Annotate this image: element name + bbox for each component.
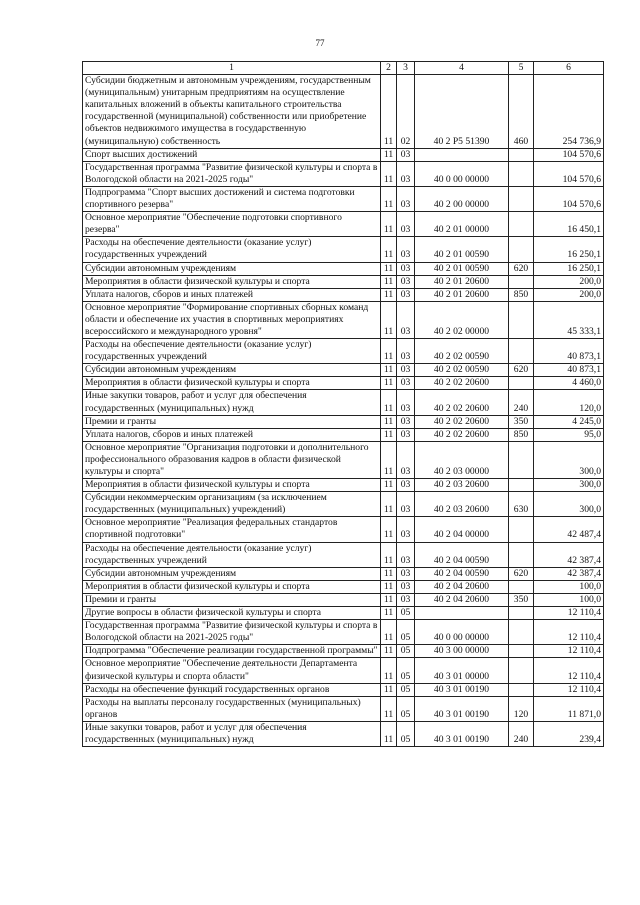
row-amount: 300,0	[534, 479, 604, 492]
row-amount: 104 570,6	[534, 148, 604, 161]
row-expense-type	[509, 212, 534, 237]
row-amount: 300,0	[534, 492, 604, 517]
row-subsection: 03	[397, 377, 415, 390]
row-subsection: 03	[397, 364, 415, 377]
row-subsection: 05	[397, 620, 415, 645]
row-target-code: 40 3 00 00000	[415, 645, 509, 658]
row-amount: 4 460,0	[534, 377, 604, 390]
row-expense-type	[509, 275, 534, 288]
row-amount: 104 570,6	[534, 161, 604, 186]
row-section: 11	[381, 580, 397, 593]
row-target-code: 40 2 04 00590	[415, 567, 509, 580]
row-subsection: 03	[397, 567, 415, 580]
row-expense-type	[509, 186, 534, 211]
row-section: 11	[381, 275, 397, 288]
row-target-code: 40 2 01 00590	[415, 262, 509, 275]
row-name: Мероприятия в области физической культуры и спорта	[83, 377, 381, 390]
row-name: Премии и гранты	[83, 593, 381, 606]
row-target-code: 40 2 02 00590	[415, 364, 509, 377]
row-section: 11	[381, 441, 397, 478]
row-expense-type: 350	[509, 593, 534, 606]
row-section: 11	[381, 696, 397, 721]
row-subsection: 03	[397, 275, 415, 288]
row-amount: 42 387,4	[534, 542, 604, 567]
table-row	[83, 696, 604, 721]
row-amount: 40 873,1	[534, 339, 604, 364]
row-expense-type	[509, 301, 534, 338]
row-name: Спорт высших достижений	[83, 148, 381, 161]
row-expense-type	[509, 148, 534, 161]
table-row	[83, 479, 604, 492]
row-expense-type: 630	[509, 492, 534, 517]
table-row	[83, 339, 604, 364]
header-col-1: 1	[83, 62, 381, 75]
row-target-code: 40 2 04 00590	[415, 542, 509, 567]
table-row	[83, 212, 604, 237]
row-amount: 12 110,4	[534, 620, 604, 645]
row-amount: 42 487,4	[534, 517, 604, 542]
page-number: 77	[315, 38, 325, 48]
row-target-code: 40 3 01 00000	[415, 658, 509, 683]
row-name: Премии и гранты	[83, 415, 381, 428]
row-target-code: 40 2 01 20600	[415, 288, 509, 301]
table-row	[83, 658, 604, 683]
row-amount: 11 871,0	[534, 696, 604, 721]
row-expense-type: 120	[509, 696, 534, 721]
table-row	[83, 428, 604, 441]
row-amount: 12 110,4	[534, 607, 604, 620]
row-target-code: 40 3 01 00190	[415, 683, 509, 696]
header-col-2: 2	[381, 62, 397, 75]
table-row	[83, 288, 604, 301]
row-subsection: 03	[397, 186, 415, 211]
row-target-code: 40 0 00 00000	[415, 161, 509, 186]
table-row	[83, 148, 604, 161]
row-name: Основное мероприятие "Обеспечение деятельности Департамента физической культуры и спорта области"	[83, 658, 381, 683]
row-target-code: 40 2 02 00590	[415, 339, 509, 364]
row-expense-type	[509, 542, 534, 567]
row-subsection: 03	[397, 262, 415, 275]
row-name: Расходы на выплаты персоналу государственных (муниципальных) органов	[83, 696, 381, 721]
row-name: Подпрограмма "Обеспечение реализации государственной программы"	[83, 645, 381, 658]
row-amount: 42 387,4	[534, 567, 604, 580]
row-subsection: 03	[397, 288, 415, 301]
row-section: 11	[381, 288, 397, 301]
row-target-code: 40 2 01 00590	[415, 237, 509, 262]
row-expense-type: 850	[509, 428, 534, 441]
row-name: Расходы на обеспечение функций государственных органов	[83, 683, 381, 696]
row-target-code	[415, 607, 509, 620]
row-expense-type	[509, 620, 534, 645]
row-amount: 12 110,4	[534, 645, 604, 658]
row-amount: 239,4	[534, 721, 604, 746]
row-subsection: 03	[397, 301, 415, 338]
row-amount: 254 736,9	[534, 75, 604, 149]
row-subsection: 02	[397, 75, 415, 149]
row-expense-type: 460	[509, 75, 534, 149]
row-name: Уплата налогов, сборов и иных платежей	[83, 288, 381, 301]
row-name: Мероприятия в области физической культуры и спорта	[83, 275, 381, 288]
header-col-5: 5	[509, 62, 534, 75]
row-name: Основное мероприятие "Формирование спортивных сборных команд области и обеспечение их участия в спортивных мероприятиях всероссийского и международного уровня"	[83, 301, 381, 338]
table-header-row	[83, 62, 604, 75]
row-subsection: 03	[397, 415, 415, 428]
row-name: Расходы на обеспечение деятельности (оказание услуг) государственных учреждений	[83, 339, 381, 364]
row-target-code: 40 0 00 00000	[415, 620, 509, 645]
row-expense-type: 620	[509, 567, 534, 580]
row-target-code: 40 2 02 20600	[415, 428, 509, 441]
row-expense-type: 850	[509, 288, 534, 301]
row-name: Уплата налогов, сборов и иных платежей	[83, 428, 381, 441]
row-amount: 100,0	[534, 593, 604, 606]
row-amount: 40 873,1	[534, 364, 604, 377]
row-section: 11	[381, 479, 397, 492]
row-amount: 200,0	[534, 288, 604, 301]
row-amount: 4 245,0	[534, 415, 604, 428]
row-target-code: 40 2 04 20600	[415, 580, 509, 593]
row-name: Субсидии бюджетным и автономным учреждениям, государственным (муниципальным) унитарным предприятиям на осуществление капитальных вложений в объекты капитального строительства государственной (муниципальной) собственности или приобретение объектов недвижимого имущества в государственную (муниципальную) собственность	[83, 75, 381, 149]
table-row	[83, 186, 604, 211]
row-name: Субсидии автономным учреждениям	[83, 567, 381, 580]
table-row	[83, 580, 604, 593]
row-name: Основное мероприятие "Организация подготовки и дополнительного профессионального образования кадров в области физической культуры и спорта"	[83, 441, 381, 478]
row-subsection: 05	[397, 607, 415, 620]
row-target-code: 40 2 00 00000	[415, 186, 509, 211]
table-row	[83, 441, 604, 478]
table-row	[83, 262, 604, 275]
row-amount: 100,0	[534, 580, 604, 593]
table-row	[83, 517, 604, 542]
row-amount: 300,0	[534, 441, 604, 478]
row-section: 11	[381, 593, 397, 606]
row-name: Расходы на обеспечение деятельности (оказание услуг) государственных учреждений	[83, 237, 381, 262]
row-subsection: 03	[397, 593, 415, 606]
table-row	[83, 683, 604, 696]
row-name: Иные закупки товаров, работ и услуг для обеспечения государственных (муниципальных) нужд	[83, 390, 381, 415]
row-name: Подпрограмма "Спорт высших достижений и система подготовки спортивного резерва"	[83, 186, 381, 211]
table-row	[83, 390, 604, 415]
row-expense-type: 620	[509, 262, 534, 275]
table-row	[83, 593, 604, 606]
row-section: 11	[381, 390, 397, 415]
table-row	[83, 415, 604, 428]
row-target-code: 40 2 04 00000	[415, 517, 509, 542]
row-expense-type	[509, 377, 534, 390]
row-expense-type: 350	[509, 415, 534, 428]
row-subsection: 03	[397, 390, 415, 415]
row-section: 11	[381, 301, 397, 338]
table-row	[83, 161, 604, 186]
row-expense-type	[509, 607, 534, 620]
row-section: 11	[381, 339, 397, 364]
row-amount: 200,0	[534, 275, 604, 288]
row-expense-type	[509, 683, 534, 696]
row-section: 11	[381, 645, 397, 658]
row-section: 11	[381, 517, 397, 542]
row-section: 11	[381, 75, 397, 149]
row-name: Государственная программа "Развитие физической культуры и спорта в Вологодской области на 2021-2025 годы"	[83, 161, 381, 186]
table-row	[83, 237, 604, 262]
row-subsection: 03	[397, 212, 415, 237]
row-subsection: 05	[397, 683, 415, 696]
row-name: Государственная программа "Развитие физической культуры и спорта в Вологодской области на 2021-2025 годы"	[83, 620, 381, 645]
row-amount: 12 110,4	[534, 658, 604, 683]
row-target-code: 40 2 02 20600	[415, 415, 509, 428]
row-section: 11	[381, 721, 397, 746]
row-subsection: 03	[397, 542, 415, 567]
row-amount: 16 450,1	[534, 212, 604, 237]
row-amount: 12 110,4	[534, 683, 604, 696]
row-subsection: 03	[397, 161, 415, 186]
row-subsection: 03	[397, 441, 415, 478]
row-expense-type: 240	[509, 390, 534, 415]
header-col-4: 4	[415, 62, 509, 75]
row-section: 11	[381, 262, 397, 275]
row-name: Основное мероприятие "Реализация федеральных стандартов спортивной подготовки"	[83, 517, 381, 542]
row-target-code: 40 2 03 20600	[415, 479, 509, 492]
row-expense-type: 240	[509, 721, 534, 746]
table-row	[83, 492, 604, 517]
row-subsection: 05	[397, 696, 415, 721]
row-subsection: 05	[397, 645, 415, 658]
table-row	[83, 542, 604, 567]
table-row	[83, 75, 604, 149]
row-section: 11	[381, 148, 397, 161]
row-subsection: 03	[397, 517, 415, 542]
row-amount: 95,0	[534, 428, 604, 441]
table-row	[83, 301, 604, 338]
row-name: Субсидии автономным учреждениям	[83, 262, 381, 275]
row-section: 11	[381, 212, 397, 237]
row-subsection: 05	[397, 658, 415, 683]
table-row	[83, 645, 604, 658]
row-subsection: 05	[397, 721, 415, 746]
row-subsection: 03	[397, 237, 415, 262]
row-section: 11	[381, 161, 397, 186]
row-section: 11	[381, 620, 397, 645]
row-name: Основное мероприятие "Обеспечение подготовки спортивного резерва"	[83, 212, 381, 237]
row-section: 11	[381, 542, 397, 567]
row-expense-type: 620	[509, 364, 534, 377]
row-section: 11	[381, 492, 397, 517]
row-target-code: 40 3 01 00190	[415, 721, 509, 746]
row-target-code: 40 2 01 00000	[415, 212, 509, 237]
header-col-3: 3	[397, 62, 415, 75]
row-expense-type	[509, 580, 534, 593]
row-amount: 120,0	[534, 390, 604, 415]
row-section: 11	[381, 607, 397, 620]
row-section: 11	[381, 237, 397, 262]
row-section: 11	[381, 567, 397, 580]
header-col-6: 6	[534, 62, 604, 75]
row-target-code: 40 2 03 00000	[415, 441, 509, 478]
row-expense-type	[509, 237, 534, 262]
row-subsection: 03	[397, 148, 415, 161]
row-section: 11	[381, 658, 397, 683]
row-section: 11	[381, 428, 397, 441]
row-target-code: 40 2 02 20600	[415, 390, 509, 415]
row-section: 11	[381, 683, 397, 696]
row-name: Расходы на обеспечение деятельности (оказание услуг) государственных учреждений	[83, 542, 381, 567]
row-amount: 45 333,1	[534, 301, 604, 338]
row-target-code: 40 2 01 20600	[415, 275, 509, 288]
table-row	[83, 275, 604, 288]
row-expense-type	[509, 517, 534, 542]
row-target-code: 40 2 03 20600	[415, 492, 509, 517]
row-section: 11	[381, 186, 397, 211]
row-section: 11	[381, 415, 397, 428]
row-expense-type	[509, 658, 534, 683]
row-target-code: 40 2 02 20600	[415, 377, 509, 390]
row-name: Мероприятия в области физической культуры и спорта	[83, 580, 381, 593]
row-name: Мероприятия в области физической культуры и спорта	[83, 479, 381, 492]
row-name: Субсидии некоммерческим организациям (за исключением государственных (муниципальных) учреждений)	[83, 492, 381, 517]
row-target-code	[415, 148, 509, 161]
row-target-code: 40 2 04 20600	[415, 593, 509, 606]
row-subsection: 03	[397, 479, 415, 492]
row-name: Другие вопросы в области физической культуры и спорта	[83, 607, 381, 620]
row-section: 11	[381, 364, 397, 377]
table-row	[83, 721, 604, 746]
row-expense-type	[509, 441, 534, 478]
table-row	[83, 607, 604, 620]
row-expense-type	[509, 161, 534, 186]
row-target-code: 40 2 02 00000	[415, 301, 509, 338]
row-expense-type	[509, 479, 534, 492]
row-name: Субсидии автономным учреждениям	[83, 364, 381, 377]
table-body	[83, 75, 604, 747]
table-row	[83, 377, 604, 390]
row-subsection: 03	[397, 492, 415, 517]
row-name: Иные закупки товаров, работ и услуг для обеспечения государственных (муниципальных) нужд	[83, 721, 381, 746]
row-section: 11	[381, 377, 397, 390]
row-amount: 16 250,1	[534, 237, 604, 262]
row-amount: 104 570,6	[534, 186, 604, 211]
row-subsection: 03	[397, 580, 415, 593]
table-row	[83, 620, 604, 645]
budget-table	[82, 61, 604, 747]
table-row	[83, 364, 604, 377]
row-subsection: 03	[397, 428, 415, 441]
row-amount: 16 250,1	[534, 262, 604, 275]
row-target-code: 40 3 01 00190	[415, 696, 509, 721]
table-row	[83, 567, 604, 580]
row-target-code: 40 2 Р5 51390	[415, 75, 509, 149]
row-expense-type	[509, 339, 534, 364]
row-expense-type	[509, 645, 534, 658]
row-subsection: 03	[397, 339, 415, 364]
